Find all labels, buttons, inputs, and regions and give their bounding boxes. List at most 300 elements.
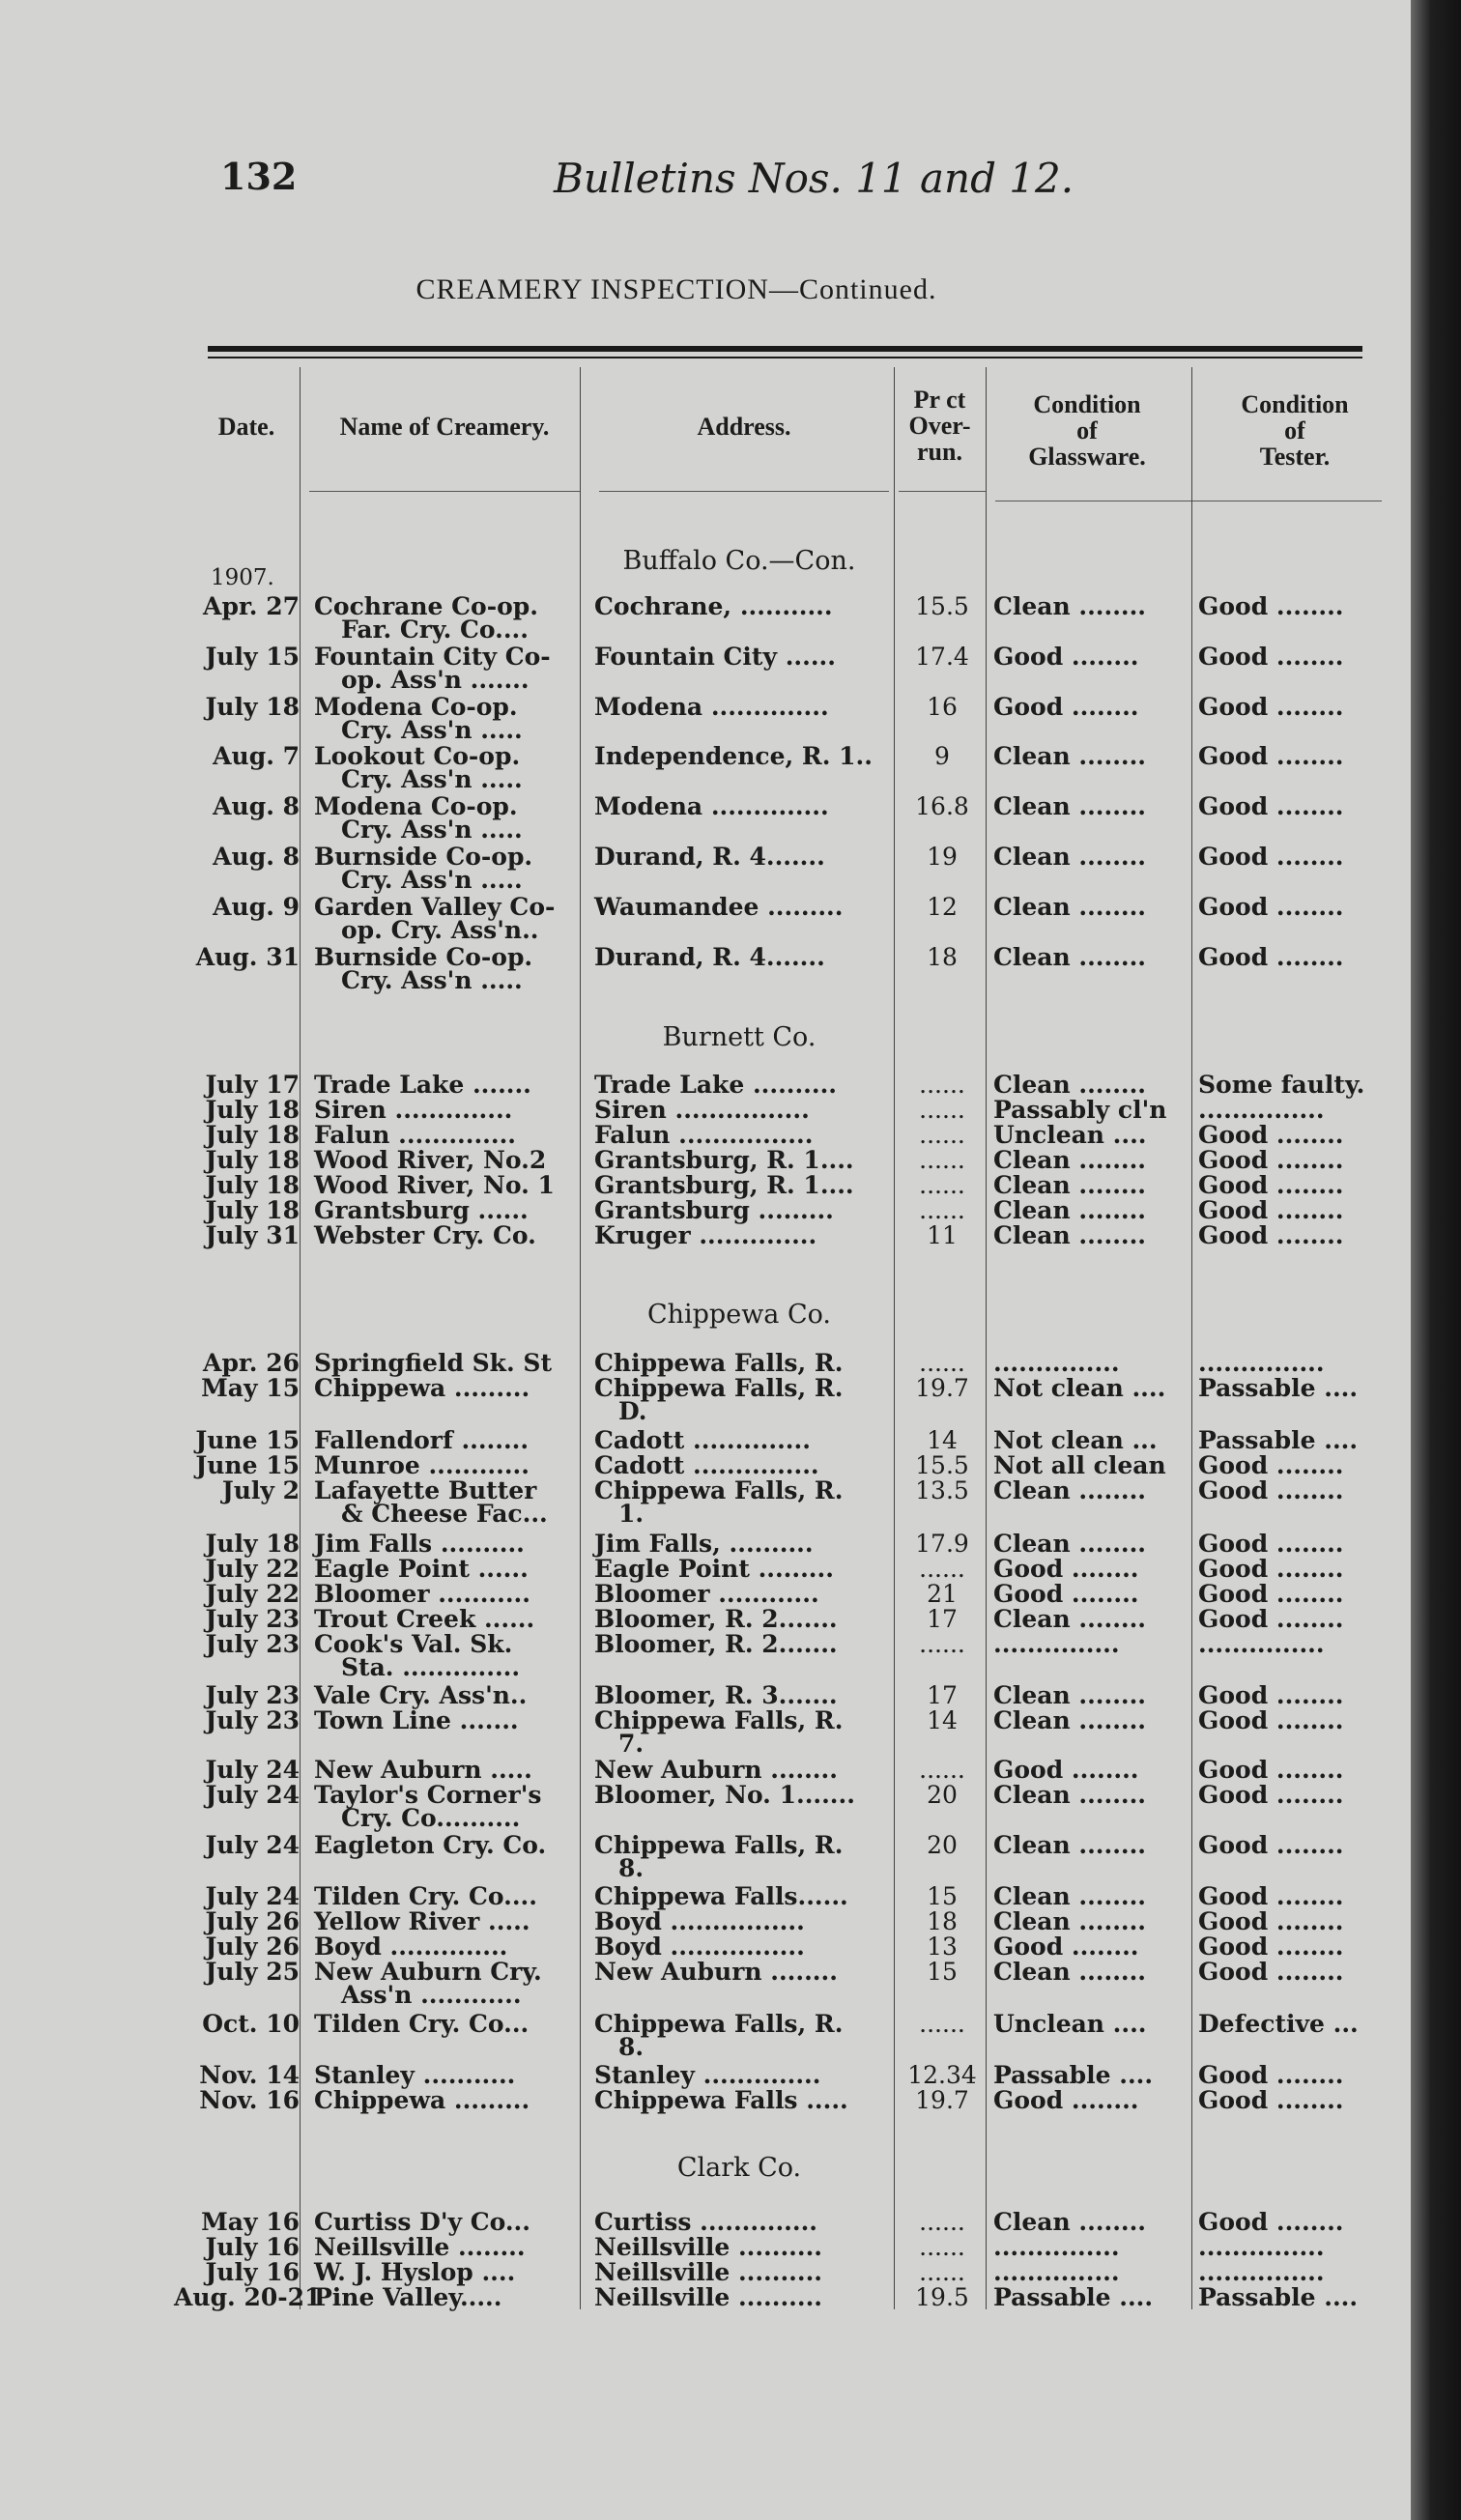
creamery-name-cell: W. J. Hyslop ....: [314, 2258, 516, 2286]
tester-condition-cell: Good ........: [1198, 742, 1344, 770]
table-row-continuation: [0, 767, 1411, 792]
creamery-name-cell: Tilden Cry. Co...: [314, 2010, 530, 2038]
overrun-cell: 15.5: [915, 592, 969, 620]
address-cell: Neillsville ..........: [594, 2233, 822, 2261]
col-overrun-line2: Over-: [908, 412, 971, 440]
table-row: [0, 1223, 1411, 1248]
creamery-name-cell: Town Line .......: [314, 1706, 519, 1734]
glassware-condition-cell: ...............: [993, 2258, 1120, 2286]
creamery-name-cell: Fountain City Co-: [314, 643, 551, 671]
date-cell: Nov. 16: [199, 2086, 300, 2114]
overrun-cell: 12.34: [907, 2061, 977, 2089]
table-row: [0, 1351, 1411, 1376]
table-row: [0, 1198, 1411, 1223]
col-overrun-line3: run.: [917, 438, 962, 466]
address-cell: Fountain City ......: [594, 643, 836, 671]
tester-condition-cell: Good ........: [1198, 1681, 1344, 1709]
overrun-cell: ......: [919, 2208, 965, 2236]
tester-condition-cell: Good ........: [1198, 792, 1344, 820]
col-tester-line1: Condition: [1241, 390, 1349, 418]
date-cell: May 15: [201, 1374, 300, 1402]
creamery-name-cell: Bloomer ...........: [314, 1580, 530, 1608]
creamery-name-cell: New Auburn .....: [314, 1756, 532, 1784]
glassware-condition-cell: Not clean ....: [993, 1374, 1166, 1402]
tester-condition-cell: Good ........: [1198, 1451, 1344, 1479]
address-cell: Boyd ................: [594, 1907, 805, 1935]
overrun-cell: ......: [919, 1756, 965, 1784]
date-cell: July 24: [205, 1756, 300, 1784]
overrun-cell: 20: [927, 1781, 958, 1809]
overrun-cell: 9: [934, 742, 950, 770]
date-cell: Nov. 14: [199, 2061, 300, 2089]
tester-condition-cell: Passable ....: [1198, 1374, 1359, 1402]
creamery-name-cell: Curtiss D'y Co...: [314, 2208, 530, 2236]
creamery-name-cell: Burnside Co-op.: [314, 843, 533, 871]
date-cell: Aug. 7: [213, 742, 300, 770]
creamery-name-continuation: Cry. Ass'n .....: [341, 765, 523, 793]
address-cell: Chippewa Falls, R.: [594, 1831, 844, 1859]
overrun-cell: 19.7: [915, 2086, 969, 2114]
table-row: [0, 1934, 1411, 1960]
address-cell: Chippewa Falls, R.: [594, 1349, 844, 1377]
address-cell: Waumandee .........: [594, 893, 844, 921]
address-cell: Chippewa Falls, R.: [594, 1706, 844, 1734]
address-cell: Cadott ..............: [594, 1426, 811, 1454]
address-continuation: 8.: [618, 2033, 645, 2061]
creamery-name-continuation: Cry. Ass'n .....: [341, 866, 523, 894]
date-cell: June 15: [195, 1451, 300, 1479]
address-cell: Jim Falls, ..........: [594, 1530, 814, 1558]
tester-condition-cell: Good ........: [1198, 1933, 1344, 1961]
address-cell: Grantsburg, R. 1....: [594, 1146, 854, 1174]
address-cell: Modena ..............: [594, 792, 829, 820]
table-row-continuation: [0, 1732, 1411, 1757]
col-tester-line2: of: [1284, 416, 1305, 444]
glassware-condition-cell: Passable ....: [993, 2283, 1154, 2311]
glassware-condition-cell: Clean ........: [993, 943, 1147, 971]
date-cell: July 24: [205, 1781, 300, 1809]
tester-condition-cell: Good ........: [1198, 1146, 1344, 1174]
table-row-continuation: [0, 868, 1411, 893]
table-row-continuation: [0, 1856, 1411, 1881]
glassware-condition-cell: Unclean ....: [993, 2010, 1147, 2038]
col-name-header: Name of Creamery.: [339, 413, 550, 441]
creamery-name-cell: Boyd ..............: [314, 1933, 508, 1961]
page-number: 132: [220, 155, 298, 198]
address-cell: Stanley ..............: [594, 2061, 821, 2089]
creamery-name-cell: Eagleton Cry. Co.: [314, 1831, 547, 1859]
col-address-header: Address.: [697, 413, 791, 441]
table-row-continuation: [0, 718, 1411, 743]
table-row: [0, 2063, 1411, 2088]
page-binding-edge: [1411, 0, 1461, 2520]
address-cell: Bloomer, R. 2.......: [594, 1605, 838, 1633]
creamery-name-cell: Trade Lake .......: [314, 1071, 531, 1099]
creamery-name-cell: Grantsburg ......: [314, 1196, 529, 1224]
creamery-name-continuation: & Cheese Fac...: [341, 1500, 548, 1528]
creamery-name-continuation: Cry. Ass'n .....: [341, 716, 523, 744]
date-cell: Aug. 31: [195, 943, 300, 971]
glassware-condition-cell: ...............: [993, 1630, 1120, 1658]
address-cell: Durand, R. 4.......: [594, 943, 825, 971]
table-row-continuation: [0, 617, 1411, 643]
glassware-condition-cell: Not clean ...: [993, 1426, 1158, 1454]
table-row-continuation: [0, 1983, 1411, 2008]
date-cell: July 22: [205, 1580, 300, 1608]
date-cell: July 18: [205, 693, 300, 721]
tester-condition-cell: Good ........: [1198, 1555, 1344, 1583]
glassware-condition-cell: Not all clean: [993, 1451, 1166, 1479]
date-cell: July 16: [205, 2258, 300, 2286]
tester-condition-cell: Some faulty.: [1198, 1071, 1365, 1099]
overrun-cell: 18: [927, 1907, 958, 1935]
overrun-cell: 13.5: [915, 1476, 969, 1504]
date-cell: July 25: [205, 1958, 300, 1986]
table-row: [0, 1683, 1411, 1708]
creamery-name-cell: Burnside Co-op.: [314, 943, 533, 971]
overrun-cell: 15: [927, 1958, 958, 1986]
address-cell: Siren ................: [594, 1096, 810, 1124]
creamery-name-cell: Springfield Sk. St: [314, 1349, 553, 1377]
date-cell: Aug. 8: [213, 843, 300, 871]
date-cell: Aug. 20-21: [174, 2283, 322, 2311]
tester-condition-cell: Good ........: [1198, 1196, 1344, 1224]
creamery-name-continuation: Cry. Co..........: [341, 1804, 521, 1832]
tester-condition-cell: Good ........: [1198, 592, 1344, 620]
col-date-header: Date.: [217, 413, 275, 441]
tester-condition-cell: Good ........: [1198, 1756, 1344, 1784]
address-cell: Trade Lake ..........: [594, 1071, 837, 1099]
table-row: [0, 1833, 1411, 1858]
overrun-cell: ......: [919, 1196, 965, 1224]
address-continuation: 7.: [618, 1730, 645, 1758]
glassware-condition-cell: Unclean ....: [993, 1121, 1147, 1149]
creamery-name-continuation: Cry. Ass'n .....: [341, 816, 523, 844]
address-cell: Neillsville ..........: [594, 2283, 822, 2311]
table-row: [0, 1582, 1411, 1607]
overrun-cell: 13: [927, 1933, 958, 1961]
overrun-cell: 17: [927, 1681, 958, 1709]
overrun-cell: 16.8: [915, 792, 969, 820]
glassware-condition-cell: Clean ........: [993, 1530, 1147, 1558]
creamery-name-cell: Siren ..............: [314, 1096, 513, 1124]
date-cell: July 23: [205, 1605, 300, 1633]
glassware-condition-cell: Good ........: [993, 693, 1139, 721]
creamery-name-cell: Tilden Cry. Co....: [314, 1882, 537, 1910]
glassware-condition-cell: Clean ........: [993, 1958, 1147, 1986]
address-cell: Chippewa Falls, R.: [594, 2010, 844, 2038]
address-cell: Cochrane, ...........: [594, 592, 833, 620]
glassware-condition-cell: Clean ........: [993, 1882, 1147, 1910]
tester-condition-cell: Good ........: [1198, 2086, 1344, 2114]
tester-condition-cell: Good ........: [1198, 2208, 1344, 2236]
tester-condition-cell: ...............: [1198, 2233, 1325, 2261]
creamery-name-cell: Stanley ...........: [314, 2061, 516, 2089]
overrun-cell: 14: [927, 1706, 958, 1734]
glassware-condition-cell: Good ........: [993, 1756, 1139, 1784]
glassware-condition-cell: Clean ........: [993, 1781, 1147, 1809]
address-cell: New Auburn ........: [594, 1756, 838, 1784]
table-row: [0, 845, 1411, 870]
table-row-continuation: [0, 817, 1411, 843]
county-heading: Burnett Co.: [662, 1022, 816, 1052]
address-cell: Neillsville ..........: [594, 2258, 822, 2286]
glassware-condition-cell: Good ........: [993, 2086, 1139, 2114]
address-cell: Cadott ...............: [594, 1451, 819, 1479]
creamery-name-cell: Wood River, No.2: [314, 1146, 547, 1174]
glassware-condition-cell: ...............: [993, 2233, 1120, 2261]
col-glassware-line3: Glassware.: [1028, 443, 1146, 471]
tester-condition-cell: Good ........: [1198, 1605, 1344, 1633]
tester-condition-cell: Good ........: [1198, 1831, 1344, 1859]
overrun-cell: 20: [927, 1831, 958, 1859]
glassware-condition-cell: Clean ........: [993, 1221, 1147, 1249]
overrun-cell: ......: [919, 1171, 965, 1199]
date-cell: July 23: [205, 1681, 300, 1709]
date-cell: Aug. 9: [213, 893, 300, 921]
table-row: [0, 744, 1411, 769]
table-row: [0, 1173, 1411, 1198]
glassware-condition-cell: Clean ........: [993, 1146, 1147, 1174]
creamery-name-cell: Chippewa .........: [314, 1374, 530, 1402]
table-row: [0, 1073, 1411, 1098]
creamery-name-cell: Webster Cry. Co.: [314, 1221, 536, 1249]
date-cell: July 31: [205, 1221, 300, 1249]
creamery-name-cell: Eagle Point ......: [314, 1555, 529, 1583]
glassware-condition-cell: Clean ........: [993, 592, 1147, 620]
glassware-condition-cell: ...............: [993, 1349, 1120, 1377]
overrun-cell: ......: [919, 1096, 965, 1124]
overrun-cell: ......: [919, 2258, 965, 2286]
address-cell: Bloomer ............: [594, 1580, 819, 1608]
creamery-name-continuation: op. Ass'n .......: [341, 666, 530, 694]
tester-condition-cell: Good ........: [1198, 643, 1344, 671]
glassware-condition-cell: Clean ........: [993, 1706, 1147, 1734]
date-cell: July 18: [205, 1121, 300, 1149]
date-cell: July 24: [205, 1831, 300, 1859]
col-glassware-line1: Condition: [1033, 390, 1141, 418]
tester-condition-cell: ...............: [1198, 1630, 1325, 1658]
table-row: [0, 2285, 1411, 2310]
creamery-name-cell: Modena Co-op.: [314, 792, 518, 820]
creamery-name-cell: Modena Co-op.: [314, 693, 518, 721]
table-row: [0, 1884, 1411, 1909]
table-row: [0, 1607, 1411, 1632]
overrun-cell: ......: [919, 1555, 965, 1583]
creamery-name-cell: Yellow River .....: [314, 1907, 530, 1935]
table-row-continuation: [0, 918, 1411, 943]
tester-condition-cell: Good ........: [1198, 1171, 1344, 1199]
date-cell: May 16: [201, 2208, 300, 2236]
table-row: [0, 1632, 1411, 1657]
glassware-condition-cell: Clean ........: [993, 1171, 1147, 1199]
table-row: [0, 1708, 1411, 1733]
col-glassware-line2: of: [1076, 416, 1098, 444]
overrun-cell: 15: [927, 1882, 958, 1910]
overrun-cell: 15.5: [915, 1451, 969, 1479]
date-cell: July 23: [205, 1630, 300, 1658]
date-cell: July 2: [221, 1476, 300, 1504]
glassware-condition-cell: Good ........: [993, 1580, 1139, 1608]
county-heading: Clark Co.: [676, 2153, 802, 2183]
address-cell: Eagle Point .........: [594, 1555, 834, 1583]
overrun-cell: 14: [927, 1426, 958, 1454]
date-cell: Aug. 8: [213, 792, 300, 820]
glassware-condition-cell: Clean ........: [993, 893, 1147, 921]
table-row: [0, 1532, 1411, 1557]
tester-condition-cell: Good ........: [1198, 693, 1344, 721]
table-row: [0, 1758, 1411, 1783]
tester-condition-cell: Good ........: [1198, 943, 1344, 971]
glassware-condition-cell: Passable ....: [993, 2061, 1154, 2089]
address-cell: Independence, R. 1..: [594, 742, 873, 770]
address-cell: New Auburn ........: [594, 1958, 838, 1986]
address-cell: Falun ................: [594, 1121, 814, 1149]
year-label: 1907.: [211, 565, 274, 590]
creamery-name-cell: Chippewa .........: [314, 2086, 530, 2114]
address-cell: Kruger ..............: [594, 1221, 817, 1249]
creamery-name-cell: Jim Falls ..........: [314, 1530, 525, 1558]
creamery-name-cell: Munroe ............: [314, 1451, 530, 1479]
date-cell: July 17: [205, 1071, 300, 1099]
overrun-cell: 18: [927, 943, 958, 971]
table-row: [0, 1783, 1411, 1808]
table-row: [0, 1098, 1411, 1123]
table-row: [0, 2012, 1411, 2037]
date-cell: June 15: [195, 1426, 300, 1454]
table-row: [0, 594, 1411, 619]
address-cell: Chippewa Falls, R.: [594, 1374, 844, 1402]
tester-condition-cell: Good ........: [1198, 1907, 1344, 1935]
table-row: [0, 695, 1411, 720]
date-cell: July 16: [205, 2233, 300, 2261]
creamery-name-continuation: Cry. Ass'n .....: [341, 966, 523, 994]
date-cell: July 18: [205, 1196, 300, 1224]
overrun-cell: 21: [927, 1580, 958, 1608]
table-row: [0, 945, 1411, 970]
table-row-continuation: [0, 2035, 1411, 2060]
overrun-cell: 19: [927, 843, 958, 871]
creamery-name-cell: Cochrane Co-op.: [314, 592, 538, 620]
date-cell: July 23: [205, 1706, 300, 1734]
address-cell: Chippewa Falls .....: [594, 2086, 848, 2114]
overrun-cell: 12: [927, 893, 958, 921]
tester-condition-cell: Good ........: [1198, 843, 1344, 871]
table-row: [0, 794, 1411, 819]
date-cell: July 15: [205, 643, 300, 671]
running-title: Bulletins Nos. 11 and 12.: [554, 155, 1074, 202]
tester-condition-cell: Good ........: [1198, 893, 1344, 921]
creamery-name-cell: New Auburn Cry.: [314, 1958, 542, 1986]
tester-condition-cell: Passable ....: [1198, 1426, 1359, 1454]
overrun-cell: 17.9: [915, 1530, 969, 1558]
tester-condition-cell: Good ........: [1198, 1121, 1344, 1149]
glassware-condition-cell: Clean ........: [993, 742, 1147, 770]
creamery-name-cell: Fallendorf ........: [314, 1426, 530, 1454]
overrun-cell: 11: [927, 1221, 958, 1249]
table-row: [0, 1909, 1411, 1934]
creamery-name-cell: Vale Cry. Ass'n..: [314, 1681, 528, 1709]
table-row: [0, 1478, 1411, 1503]
glassware-condition-cell: Clean ........: [993, 1681, 1147, 1709]
glassware-condition-cell: Clean ........: [993, 1907, 1147, 1935]
col-overrun-line1: Pr ct: [913, 386, 966, 414]
tester-condition-cell: Good ........: [1198, 1706, 1344, 1734]
creamery-name-cell: Lafayette Butter: [314, 1476, 537, 1504]
address-continuation: 1.: [618, 1500, 645, 1528]
creamery-name-continuation: Sta. ..............: [341, 1653, 521, 1681]
date-cell: July 22: [205, 1555, 300, 1583]
overrun-cell: ......: [919, 2233, 965, 2261]
county-heading: Chippewa Co.: [646, 1300, 832, 1330]
overrun-cell: ......: [919, 2010, 965, 2038]
glassware-condition-cell: Clean ........: [993, 1605, 1147, 1633]
glassware-condition-cell: Clean ........: [993, 1476, 1147, 1504]
table-row: [0, 1148, 1411, 1173]
tester-condition-cell: Good ........: [1198, 1958, 1344, 1986]
creamery-name-cell: Cook's Val. Sk.: [314, 1630, 513, 1658]
table-row-continuation: [0, 668, 1411, 693]
date-cell: July 18: [205, 1530, 300, 1558]
overrun-cell: ......: [919, 1146, 965, 1174]
date-cell: Oct. 10: [202, 2010, 300, 2038]
tester-condition-cell: Good ........: [1198, 1882, 1344, 1910]
table-row: [0, 1376, 1411, 1401]
creamery-name-cell: Taylor's Corner's: [314, 1781, 542, 1809]
glassware-condition-cell: Good ........: [993, 643, 1139, 671]
table-row-continuation: [0, 1502, 1411, 1527]
tester-condition-cell: Good ........: [1198, 2061, 1344, 2089]
date-cell: Apr. 27: [203, 592, 300, 620]
glassware-condition-cell: Clean ........: [993, 2208, 1147, 2236]
overrun-cell: ......: [919, 1630, 965, 1658]
date-cell: July 18: [205, 1171, 300, 1199]
address-cell: Boyd ................: [594, 1933, 805, 1961]
overrun-cell: 17.4: [915, 643, 969, 671]
glassware-condition-cell: Good ........: [993, 1933, 1139, 1961]
table-row: [0, 2210, 1411, 2235]
table-row: [0, 895, 1411, 920]
table-row: [0, 1453, 1411, 1478]
table-row-continuation: [0, 1806, 1411, 1831]
col-tester-line3: Tester.: [1259, 443, 1331, 471]
date-cell: July 18: [205, 1096, 300, 1124]
date-cell: July 26: [205, 1907, 300, 1935]
creamery-name-continuation: Ass'n ............: [341, 1981, 522, 2009]
address-cell: Modena ..............: [594, 693, 829, 721]
creamery-name-cell: Lookout Co-op.: [314, 742, 521, 770]
address-cell: Durand, R. 4.......: [594, 843, 825, 871]
table-row: [0, 644, 1411, 670]
overrun-cell: 19.5: [915, 2283, 969, 2311]
table-row: [0, 2260, 1411, 2285]
glassware-condition-cell: Clean ........: [993, 792, 1147, 820]
table-row-continuation: [0, 1399, 1411, 1424]
creamery-name-continuation: Far. Cry. Co....: [341, 616, 529, 644]
creamery-name-continuation: op. Cry. Ass'n..: [341, 916, 539, 944]
glassware-condition-cell: Clean ........: [993, 1196, 1147, 1224]
overrun-cell: ......: [919, 1121, 965, 1149]
glassware-condition-cell: Passably cl'n: [993, 1096, 1167, 1124]
table-row: [0, 1960, 1411, 1985]
address-cell: Grantsburg .........: [594, 1196, 834, 1224]
creamery-name-cell: Garden Valley Co-: [314, 893, 556, 921]
address-cell: Bloomer, R. 2.......: [594, 1630, 838, 1658]
address-cell: Grantsburg, R. 1....: [594, 1171, 854, 1199]
table-row: [0, 2235, 1411, 2260]
creamery-name-cell: Falun ..............: [314, 1121, 516, 1149]
address-cell: Chippewa Falls......: [594, 1882, 848, 1910]
